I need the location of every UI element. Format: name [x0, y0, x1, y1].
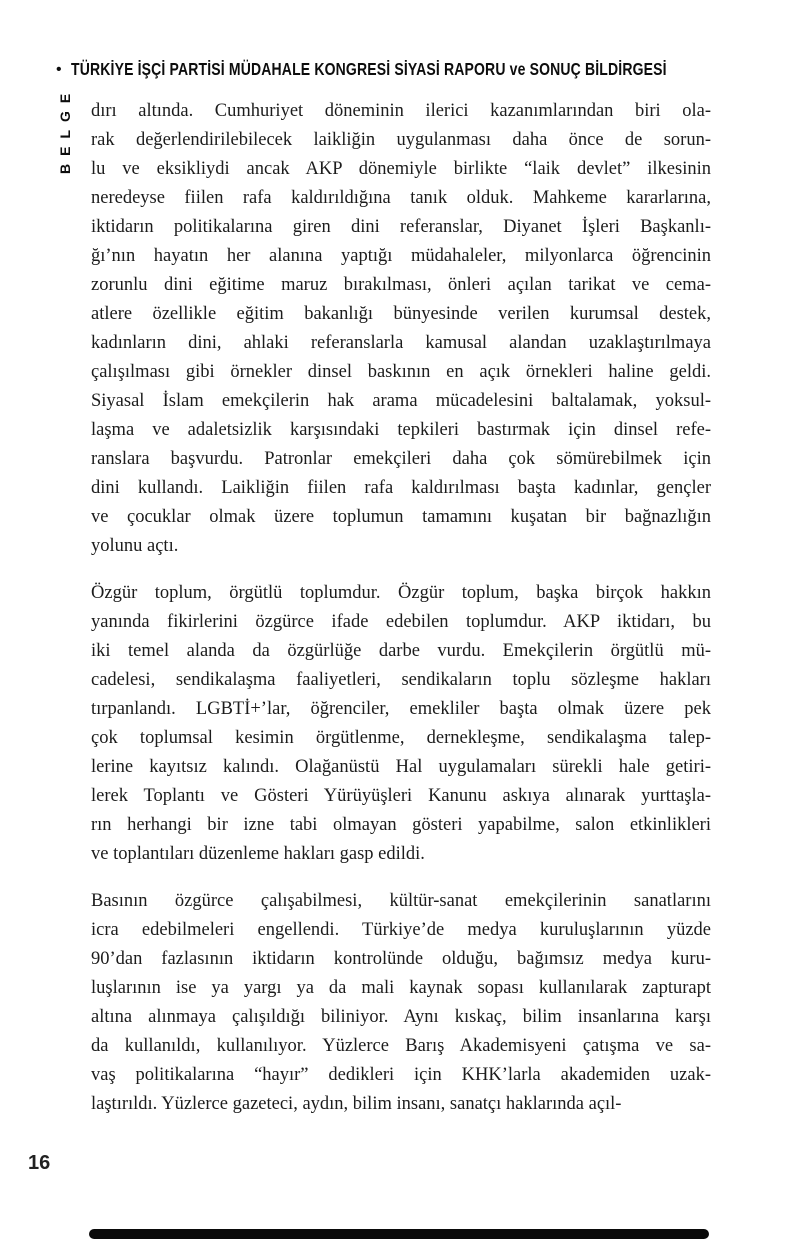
text-line: çalışılması gibi örnekler dinsel baskının en açık örnekleri haline geldi.	[91, 362, 711, 382]
text-line: iki temel alanda da özgürlüğe darbe vurdu. Emekçilerin örgütlü mü-	[91, 641, 711, 661]
text-line: 90’dan fazlasının iktidarın kontrolünde olduğu, bağımsız medya kuru-	[91, 949, 711, 969]
text-line: laştırıldı. Yüzlerce gazeteci, aydın, bilim insanı, sanatçı haklarında açıl-	[91, 1094, 622, 1114]
paragraph-2	[91, 579, 711, 869]
text-line: lerine kayıtsız kalındı. Olağanüstü Hal uygulamaları sürekli hale getiri-	[91, 757, 711, 777]
margin-label-belge: BELGE	[57, 85, 73, 174]
text-line: cadelesi, sendikalaşma faaliyetleri, sendikaların toplu sözleşme hakları	[91, 670, 711, 690]
running-header-title: TÜRKİYE İŞÇİ PARTİSİ MÜDAHALE KONGRESİ SİYASİ RAPORU ve SONUÇ BİLDİRGESİ	[70, 59, 667, 79]
text-line: Siyasal İslam emekçilerin hak arama mücadelesini baltalamak, yoksul-	[91, 391, 711, 411]
home-indicator-bar[interactable]	[89, 1229, 709, 1239]
text-line: ğı’nın hayatın her alanına yaptığı müdahaleler, milyonlarca öğrencinin	[91, 246, 711, 266]
text-line: neredeyse fiilen rafa kaldırıldığına tanık olduk. Mahkeme kararlarına,	[91, 188, 711, 208]
page-number: 16	[28, 1152, 51, 1174]
text-line: Özgür toplum, örgütlü toplumdur. Özgür toplum, başka birçok hakkın	[91, 583, 711, 603]
text-line: altına alınmaya çalışıldığı biliniyor. Aynı kıskaç, bilim insanlarına karşı	[91, 1007, 711, 1027]
text-line: zorunlu dini eğitime maruz bırakılması, önleri açılan tarikat ve cema-	[91, 275, 711, 295]
text-line: çok toplumsal kesimin örgütlenme, dernekleşme, sendikalaşma talep-	[91, 728, 711, 748]
text-line: rın herhangi bir izne tabi olmayan gösteri yapabilme, salon etkinlikleri	[91, 815, 711, 835]
text-line: yanında fikirlerini özgürce ifade edebilen toplumdur. AKP iktidarı, bu	[91, 612, 711, 632]
text-line: dini kullandı. Laikliğin fiilen rafa kaldırılması başta kadınlar, gençler	[91, 478, 711, 498]
text-line: luşlarının ise ya yargı ya da mali kaynak sopası kullanılarak zapturapt	[91, 978, 711, 998]
text-line: icra edebilmeleri engellendi. Türkiye’de medya kuruluşlarının yüzde	[91, 920, 711, 940]
running-header	[56, 59, 798, 80]
text-line: lerek Toplantı ve Gösteri Yürüyüşleri Kanunu askıya alınarak yurttaşla-	[91, 786, 711, 806]
text-line: da kullanıldı, kullanılıyor. Yüzlerce Barış Akademisyeni çatışma ve sa-	[91, 1036, 711, 1056]
text-line: atlere özellikle eğitim bakanlığı bünyesinde verilen kurumsal destek,	[91, 304, 711, 324]
text-line: lu ve eksikliydi ancak AKP dönemiyle birlikte “laik devlet” ilkesinin	[91, 159, 711, 179]
text-line: iktidarın politikalarına giren dini referanslar, Diyanet İşleri Başkanlı-	[91, 217, 711, 237]
text-line: Basının özgürce çalışabilmesi, kültür-sanat emekçilerinin sanatlarını	[91, 891, 711, 911]
text-line: kadınların dini, ahlaki referanslarla kamusal alandan uzaklaştırılmaya	[91, 333, 711, 353]
paragraph-1	[91, 97, 711, 561]
text-line: ve toplantıları düzenleme hakları gasp edildi.	[91, 844, 425, 864]
text-line: tırpanlandı. LGBTİ+’lar, öğrenciler, emekliler başta olmak üzere pek	[91, 699, 711, 719]
text-line: ve çocuklar olmak üzere toplumun tamamını kuşatan bir bağnazlığın	[91, 507, 711, 527]
paragraph-3	[91, 887, 711, 1119]
text-line: dırı altında. Cumhuriyet döneminin ilerici kazanımlarından biri ola-	[91, 101, 711, 121]
text-line: laşma ve adaletsizlik karşısındaki tepkileri bastırmak için dinsel refe-	[91, 420, 711, 440]
body-text-column	[91, 97, 711, 1119]
text-line: yolunu açtı.	[91, 536, 179, 556]
bullet-icon: •	[56, 60, 62, 78]
text-line: rak değerlendirilebilecek laikliğin uygulanması daha önce de sorun-	[91, 130, 711, 150]
text-line: ranslara başvurdu. Patronlar emekçileri daha çok sömürebilmek için	[91, 449, 711, 469]
text-line: vaş politikalarına “hayır” dedikleri için KHK’larla akademiden uzak-	[91, 1065, 711, 1085]
